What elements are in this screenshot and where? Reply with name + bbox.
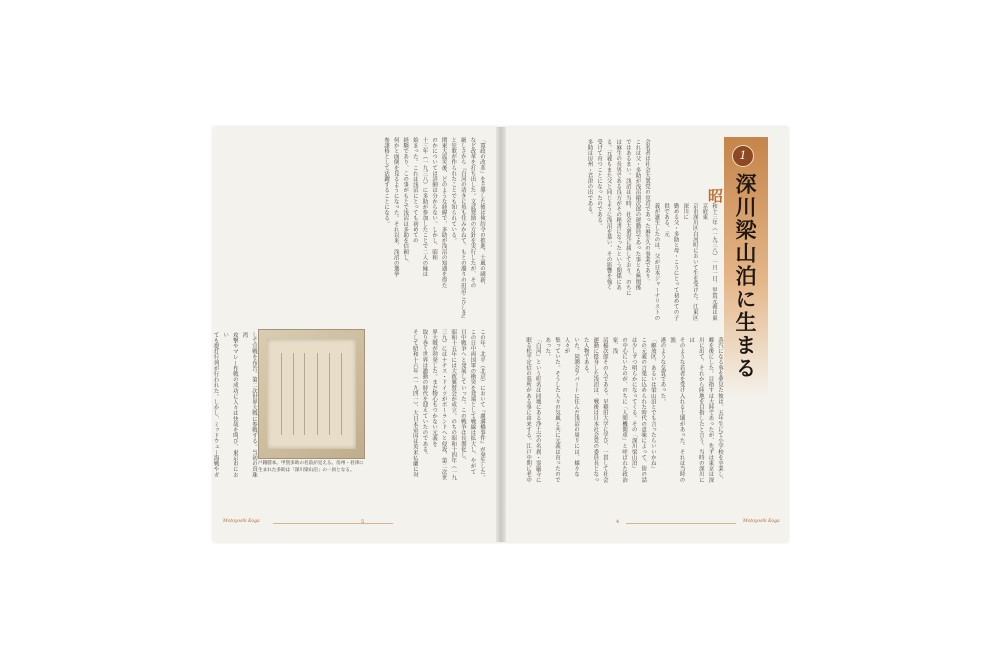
text-column: 取り巻く世界は激動の時代を迎えていたのである。 <box>421 329 428 458</box>
text-column: と狂歌が作られたことでも知られている。 <box>450 137 457 244</box>
left-upper-text <box>231 137 486 327</box>
text-column: 始まった。これは浅沼にとっても初めての <box>411 137 418 244</box>
text-column: など改革を打ち出した。文武奨励の方針を実行したが、その <box>469 137 476 289</box>
left-lower-text <box>213 332 258 482</box>
text-column: 眠る松平定信の墓所がある事に由来する。江戸中期に老中 <box>525 337 532 483</box>
text-column: 経験であり、この事がもとで浅沼は多助を信頼し、 <box>402 137 409 266</box>
text-column: この日中両国軍の衝突を発端として戦線は拡大し、やがて <box>469 329 476 475</box>
text-column: は麻生の長男である良方がその秘書になったという関係にあ <box>615 139 622 291</box>
text-column: これは父・多助が浅沼稲次郎の運動員であった事とも無関係 <box>634 139 641 291</box>
text-column: 関東大震災後、どのような経緯で、多助が浅沼の知遇を得た <box>440 137 447 289</box>
left-mid-text <box>373 329 486 481</box>
text-column: 義が誕生したのは、父が日本ジャーナリストの <box>653 203 660 321</box>
chapter-title: 深川梁山泊に生まる <box>733 173 758 380</box>
text-column: 会名者は社会大衆党の党首であった麻生久の事業であり、 <box>644 139 650 285</box>
text-column: そのような若者を受け入れる土壌があった。それは当時の漁 <box>669 337 685 483</box>
text-column: は少しずつ明らかになってくる。その「深川梁山泊」 <box>630 337 637 472</box>
document-photo <box>258 329 365 459</box>
text-column: の中心にいたのが、のちに「人間機関車」と呼ばれた政治家、浅 <box>611 337 628 483</box>
text-column: 沼稲次郎その人である。早稲田大学に学び、一貫して社会 <box>601 337 608 483</box>
text-column: 郷を後にした。目指すは大陸であったが、先ずは東京は深 <box>707 337 714 483</box>
text-column: 「寛政の改革」を主導した彼は倹約令の推進、士風の刷新、 <box>479 137 485 289</box>
text-column: 和十三年（一九三八）一月一日、甲賀元義は東京府東 <box>701 203 717 321</box>
text-column: 「解放区、あるいは梁山泊とでも言ったらいいかね」 <box>649 337 656 472</box>
text-column: 勤める父・多助と母・こうにとって初めての子供である。元 <box>663 203 679 321</box>
drop-cap: 昭 <box>708 187 724 205</box>
text-column: 受けて育つことになったのである。 <box>596 139 603 229</box>
text-column: そして昭和十六年（一九四一）、大日本帝国は英米仏蘭に対 <box>411 329 418 478</box>
footer-rule-left <box>273 523 393 524</box>
left-page <box>213 127 496 542</box>
footer-rule-right <box>626 523 736 524</box>
text-column: 川に出て、それから陸地を目指したと言う。当時の深川には <box>688 337 704 483</box>
text-column: のかについては詳細は分からない。しかし、昭和 <box>431 137 438 261</box>
text-column: 何かと面倒を見るようになった。それ以来、浅沼の選挙 <box>392 137 399 277</box>
text-column: ではあるまい。浅沼は当時、社会大衆党に属しており、のちに <box>624 139 631 296</box>
book-gutter <box>496 127 506 542</box>
footer-brand-right: Motoyoshi Koga <box>743 519 780 524</box>
text-column: 港のような気質であった。 <box>659 337 666 405</box>
chapter-number-badge: 1 <box>732 145 754 167</box>
text-column: 厳しさから『白河の清きに魚も住みかねて、もとの濁りの田沼こひしき』 <box>459 137 466 322</box>
text-column: 攻撃やマレー作戦の成功に人々は快哉を叫び、東京市におい <box>222 332 238 478</box>
text-column: 昭和十五年には大政翼賛会が成立。のちの昭和十四年（一九 <box>450 329 457 481</box>
text-column: 日中戦争へと発展していった。この戦争は長期化し、 <box>459 329 466 464</box>
page-number-left: 5 <box>361 519 365 525</box>
text-column: 京市深川区白河町において生を受けた。江東区深川に <box>682 203 698 321</box>
text-column: して宣戦を布告。第二次世界大戦に参戦する。当初の真珠湾 <box>241 332 257 478</box>
text-column: 運動に挺身した浅沼は、戦後は日本社会党の委員長となった人物である。 <box>582 337 599 483</box>
text-column: 十三年（一九三八）に多助が参加したことで二人の縁は <box>421 137 428 277</box>
text-column: いた。同潤会アパートに住んだ浅沼の周りには、様々な人々が <box>563 337 580 477</box>
text-column: る。元義もまた父と同じように浅沼を慕い、その影響を強く <box>605 139 612 291</box>
text-column: 界大戦が勃発した。まだ物心もつかない元義を <box>431 329 438 447</box>
text-column: 参謀格として活躍することになる。 <box>383 137 390 227</box>
page-number-right: 4 <box>616 519 620 525</box>
text-column: 多助は房州・君津の出である。 <box>586 139 593 218</box>
photo-caption: 戸籍謄本。甲賀多助の名前が見える。房州・君津に生まれた多助は「深川梁山泊」の一員となる。 <box>258 461 364 473</box>
document-paper <box>267 339 356 449</box>
text-column: 集っていた。そうした人々の気風と共に元義は育ったのであった。 <box>544 337 560 483</box>
text-column: 蒸汽になる事を夢見た彼は、五年生にて小学校を卒業し、 <box>717 337 723 483</box>
right-upper-text <box>526 139 651 324</box>
text-column: 三九）にはナチス・ドイツがポーランドへと侵攻、第二次世 <box>440 329 447 481</box>
right-page <box>506 127 788 542</box>
footer-brand-left: Motoyoshi Koga <box>223 519 260 524</box>
text-column: この年、北平（北京）において『盧溝橋事件』が発生した。 <box>479 329 485 481</box>
text-column: 「白河」という町名は同地にある浄土宗の名刹・霊巌寺に <box>534 337 541 483</box>
text-column: ても提灯行列が行われた。しかし、ミッドウェー海戦やガ <box>213 332 219 478</box>
text-column: この元義の言葉に込められた時代の意味によって、街の話 <box>640 337 647 483</box>
book-spread <box>213 127 788 542</box>
right-intro-text <box>652 203 718 323</box>
right-lower-text <box>524 337 724 485</box>
